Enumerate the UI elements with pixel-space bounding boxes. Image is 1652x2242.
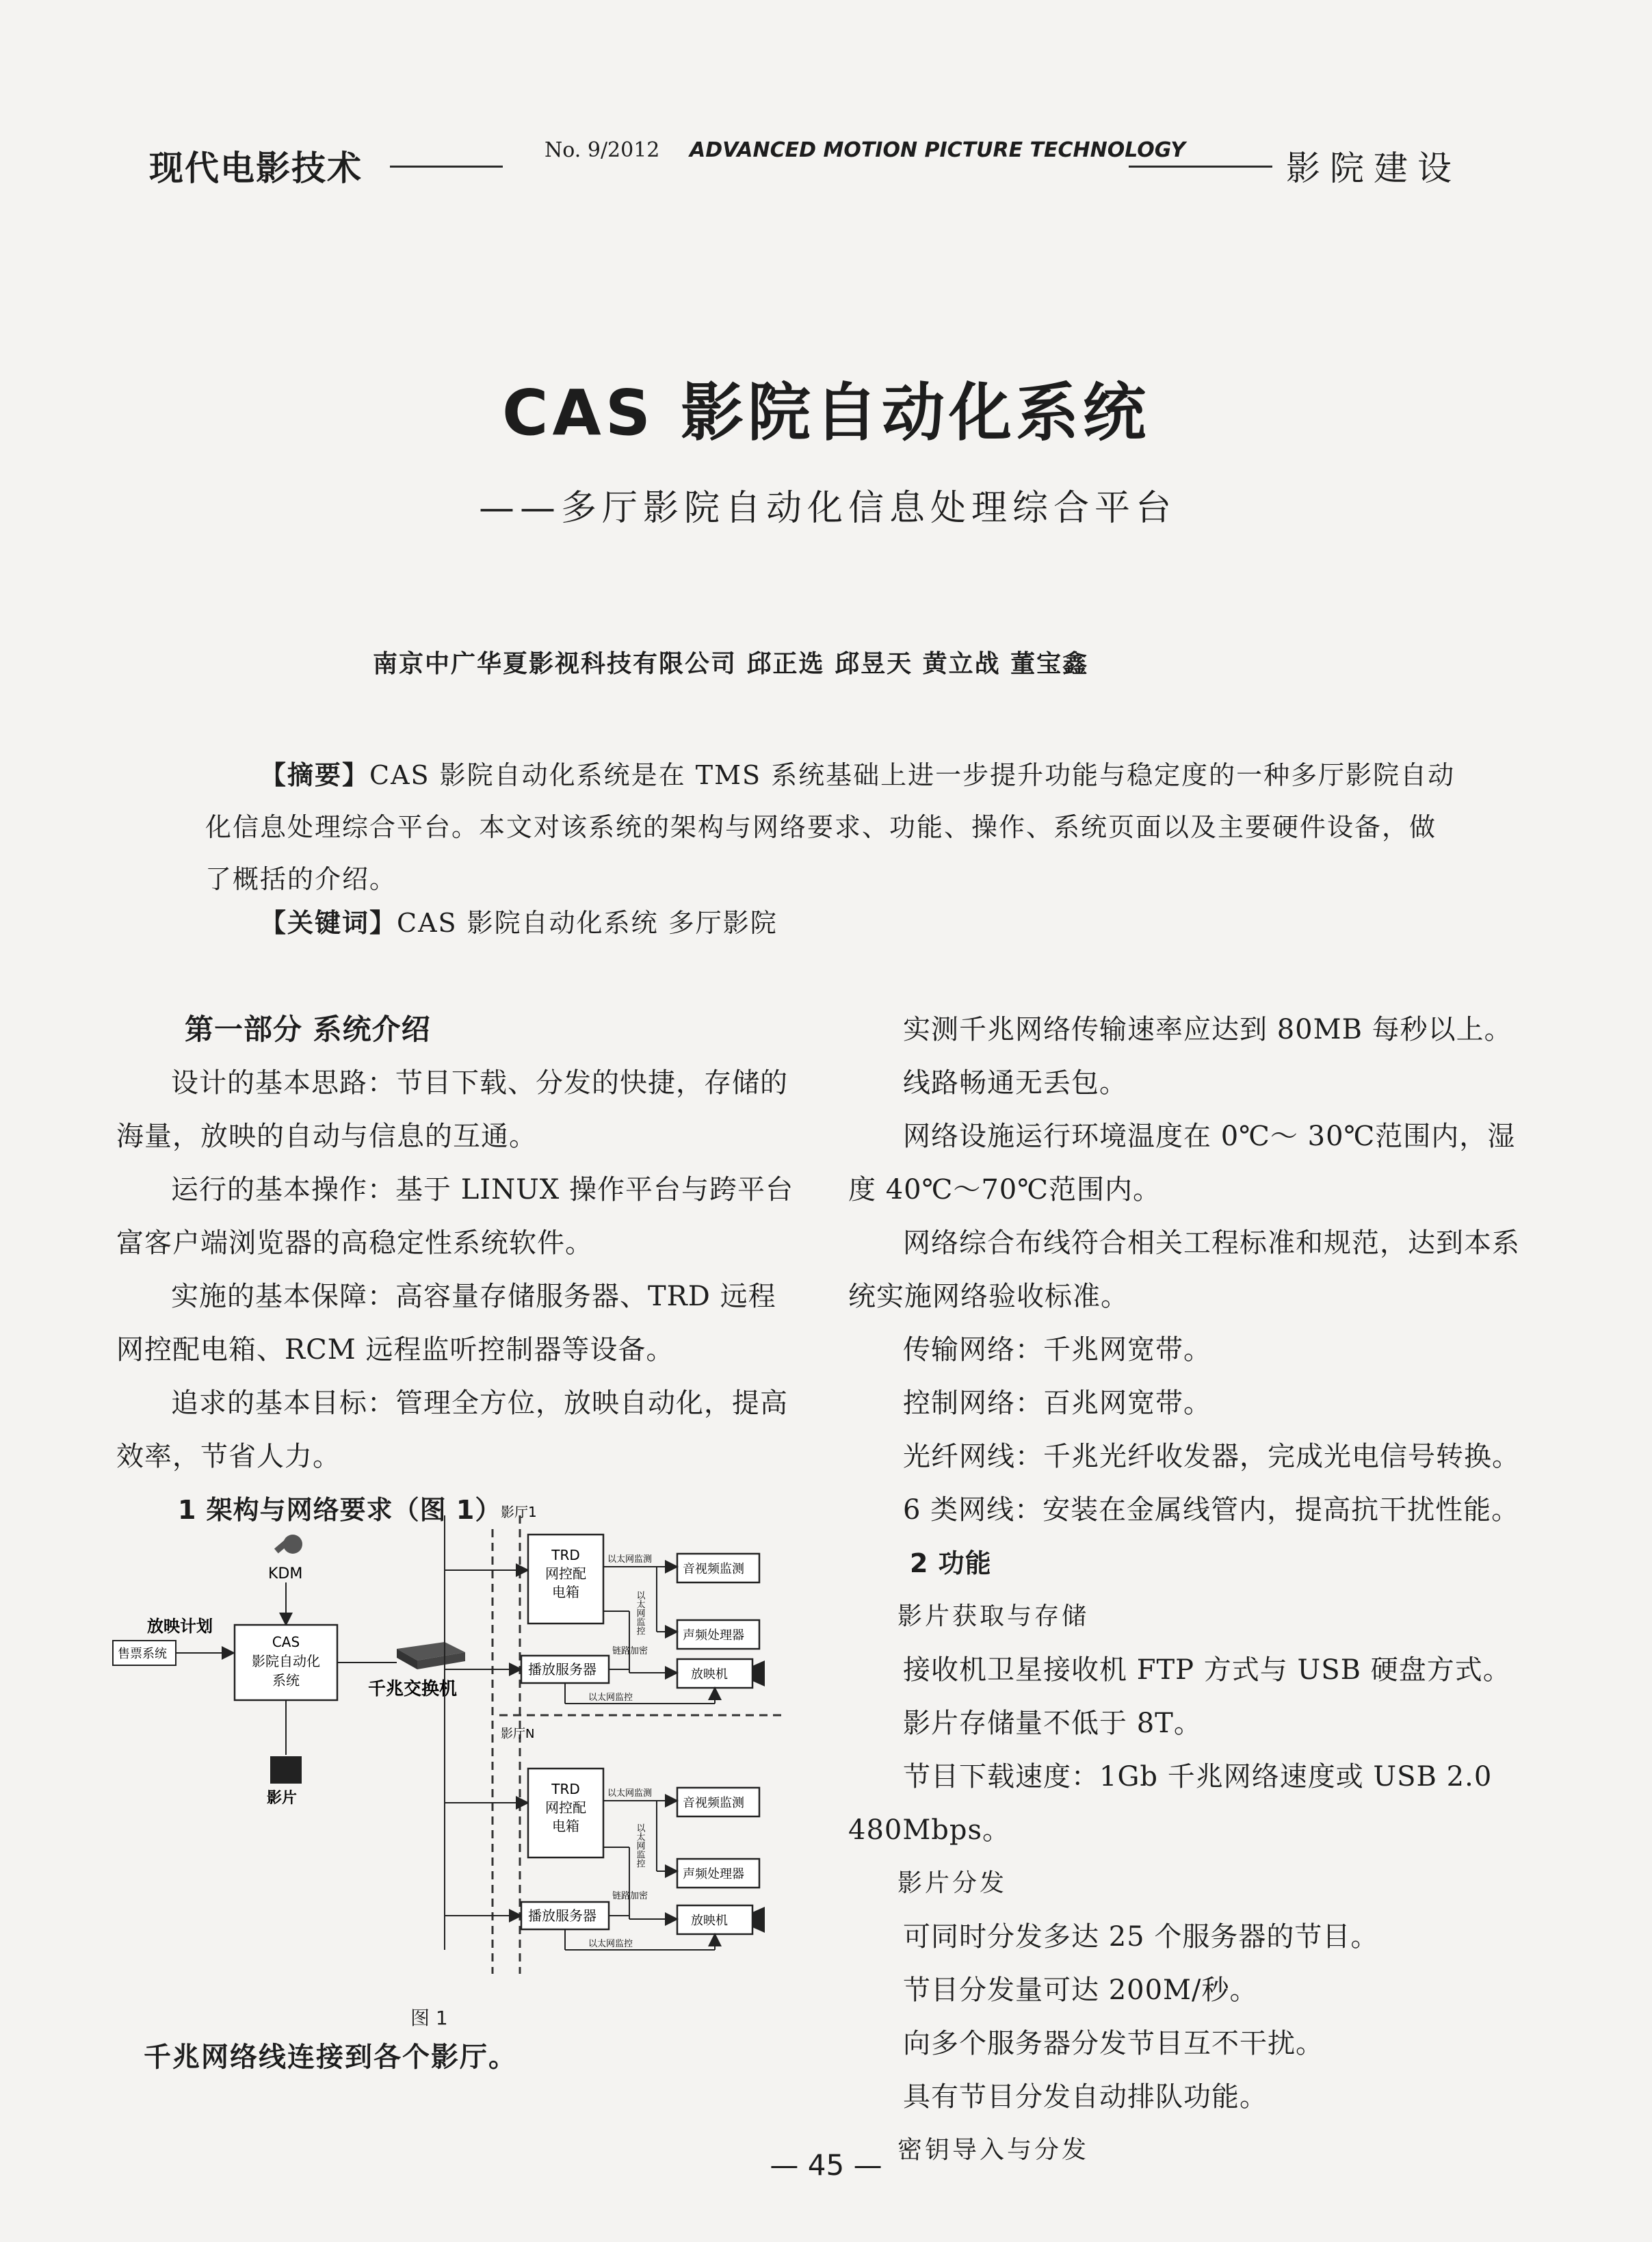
- paragraph: 控制网络：百兆网宽带。: [903, 1387, 1211, 1419]
- paragraph: 网络综合布线符合相关工程标准和规范，达到本系统实施网络验收标准。: [848, 1227, 1520, 1312]
- header-rule: [1129, 166, 1272, 168]
- subsection-heading: 2 功能: [910, 1548, 992, 1578]
- figure-caption: 图 1: [410, 2007, 448, 2029]
- cas-label: CAS: [272, 1634, 300, 1650]
- paragraph: 传输网络：千兆网宽带。: [903, 1334, 1211, 1366]
- issue-number: No. 9/2012: [545, 138, 660, 162]
- trd-label: 网控配: [545, 1799, 586, 1816]
- link-label: 以太网监控: [588, 1939, 633, 1949]
- section-name: 影院建设: [1286, 148, 1461, 188]
- trd-label: 电箱: [552, 1584, 579, 1600]
- cas-label: 影院自动化: [252, 1653, 320, 1669]
- audio-processor-label: 声频处理器: [683, 1628, 744, 1643]
- link-label: 以太网监控: [634, 1823, 645, 1868]
- key-icon: [274, 1535, 302, 1554]
- switch-icon: [397, 1642, 465, 1669]
- link-label: 链路加密: [612, 1891, 648, 1901]
- trd-label: TRD: [551, 1781, 580, 1797]
- av-monitor-label: 音视频监测: [683, 1796, 744, 1810]
- paragraph: 千兆网络线连接到各个影厅。: [144, 2042, 517, 2073]
- hall-1-label: 影厅1: [501, 1504, 537, 1520]
- abstract-label: 【摘要】: [260, 760, 370, 790]
- projector-label: 放映机: [691, 1667, 728, 1682]
- film-icon: [270, 1700, 302, 1784]
- section-heading: 第一部分 系统介绍: [185, 1013, 431, 1046]
- paragraph: 可同时分发多达 25 个服务器的节目。: [903, 1921, 1379, 1953]
- keywords: [260, 902, 778, 939]
- server-label: 播放服务器: [528, 1661, 596, 1678]
- link-label: 链路加密: [612, 1646, 648, 1656]
- sub-heading: 影片获取与存储: [897, 1602, 1090, 1630]
- switch-label: 千兆交换机: [368, 1679, 458, 1699]
- cas-label: 系统: [272, 1672, 300, 1689]
- ticketing-label: 售票系统: [118, 1647, 167, 1661]
- abstract-text: CAS 影院自动化系统是在 TMS 系统基础上进一步提升功能与稳定度的一种多厅影院自动化信息处理综合平台。本文对该系统的架构与网络要求、功能、操作、系统页面以及主要硬件设备，做了概括的介绍。: [205, 760, 1456, 894]
- link-label: 以太网监控: [634, 1591, 645, 1635]
- abstract: [205, 749, 1457, 905]
- film-label: 影片: [267, 1790, 298, 1807]
- article-subtitle: ——多厅影院自动化信息处理综合平台: [479, 488, 1177, 529]
- paragraph: 接收机卫星接收机 FTP 方式与 USB 硬盘方式。: [903, 1654, 1511, 1686]
- sub-heading: 密钥导入与分发: [897, 2136, 1090, 2164]
- paragraph: 6 类网线：安装在金属线管内，提高抗干扰性能。: [903, 1494, 1520, 1526]
- keywords-label: 【关键词】: [260, 908, 397, 938]
- projector-lens-icon: [752, 1660, 765, 1686]
- link-label: 以太网监控: [588, 1693, 633, 1703]
- subsection-heading: 1 架构与网络要求（图 1）: [178, 1495, 502, 1525]
- trd-label: 电箱: [552, 1818, 579, 1834]
- paragraph: 影片存储量不低于 8T。: [903, 1708, 1202, 1739]
- authors-line: 南京中广华夏影视科技有限公司 邱正选 邱昱天 黄立战 董宝鑫: [373, 650, 1089, 678]
- paragraph: 线路畅通无丢包。: [903, 1067, 1127, 1099]
- kdm-label: KDM: [268, 1565, 303, 1582]
- audio-processor-label: 声频处理器: [683, 1867, 744, 1881]
- link-label: 以太网监测: [607, 1554, 653, 1565]
- paragraph: 具有节目分发自动排队功能。: [903, 2081, 1268, 2113]
- trd-label: 网控配: [545, 1565, 586, 1582]
- architecture-diagram: [109, 1502, 794, 1981]
- left-column: [116, 1003, 794, 1537]
- journal-english-name: ADVANCED MOTION PICTURE TECHNOLOGY: [690, 138, 1185, 162]
- paragraph: 实施的基本保障：高容量存储服务器、TRD 远程网控配电箱、RCM 远程监听控制器等设备。: [116, 1281, 776, 1366]
- paragraph: 设计的基本思路：节目下载、分发的快捷，存储的海量，放映的自动与信息的互通。: [116, 1067, 788, 1152]
- header-rule: [390, 166, 503, 168]
- link-label: 以太网监测: [607, 1788, 653, 1799]
- journal-name: 现代电影技术: [149, 148, 363, 188]
- paragraph: 追求的基本目标：管理全方位，放映自动化，提高效率，节省人力。: [116, 1387, 788, 1472]
- article-title: CAS 影院自动化系统: [501, 376, 1150, 449]
- paragraph: 节目下载速度：1Gb 千兆网络速度或 USB 2.0 480Mbps。: [848, 1761, 1493, 1846]
- av-monitor-label: 音视频监测: [683, 1562, 744, 1576]
- projector-lens-icon: [752, 1907, 765, 1933]
- projector-label: 放映机: [691, 1914, 728, 1928]
- trd-label: TRD: [551, 1547, 580, 1563]
- paragraph: 光纤网线：千兆光纤收发器，完成光电信号转换。: [903, 1441, 1520, 1472]
- right-column: [848, 1003, 1532, 2177]
- page-number: — 45 —: [770, 2148, 882, 2182]
- keywords-text: CAS 影院自动化系统 多厅影院: [397, 908, 778, 938]
- paragraph: 运行的基本操作：基于 LINUX 操作平台与跨平台富客户端浏览器的高稳定性系统软件。: [116, 1174, 794, 1259]
- paragraph: 实测千兆网络传输速率应达到 80MB 每秒以上。: [903, 1014, 1512, 1045]
- hall-n-label: 影厅N: [501, 1727, 535, 1741]
- paragraph: 向多个服务器分发节目互不干扰。: [903, 2028, 1324, 2059]
- paragraph: 节目分发量可达 200M/秒。: [903, 1974, 1258, 2006]
- paragraph: 网络设施运行环境温度在 0℃～ 30℃范围内，湿度 40℃～70℃范围内。: [848, 1121, 1516, 1205]
- sub-heading: 影片分发: [897, 1869, 1008, 1897]
- server-label: 播放服务器: [528, 1907, 596, 1924]
- schedule-label: 放映计划: [147, 1617, 213, 1636]
